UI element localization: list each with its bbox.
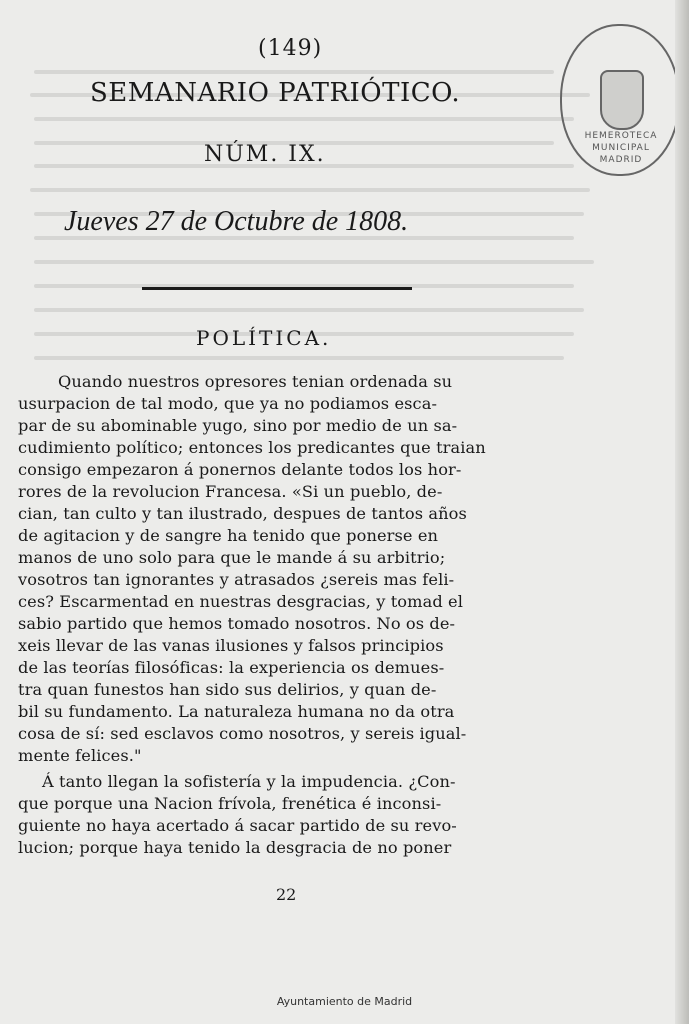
body-line: bil su fundamento. La naturaleza humana no da otra [18,702,455,721]
body-line: tra quan funestos han sido sus delirios, y quan de- [18,680,437,699]
body-line: ces? Escarmentad en nuestras desgracias, y tomad el [18,592,464,611]
crown-crest-icon [600,70,644,130]
body-line: de agitacion y de sangre ha tenido que ponerse en [18,526,439,545]
stamp-label: HEMEROTECA MUNICIPAL MADRID [584,131,658,165]
body-line: lucion; porque haya tenido la desgracia de no poner [18,838,452,857]
body-line: sabio partido que hemos tomado nosotros. No os de- [18,614,456,633]
body-line: par de su abominable yugo, sino por medio de un sa- [18,416,458,435]
body-line: xeis llevar de las vanas ilusiones y falsos principios [18,636,444,655]
body-line: cian, tan culto y tan ilustrado, despues de tantos años [18,504,467,523]
newspaper-title: SEMANARIO PATRIÓTICO. [90,78,461,108]
body-line: mente felices." [18,746,142,765]
issue-date: Jueves 27 de Octubre de 1808. [64,206,409,237]
body-line: que porque una Nacion frívola, frenética é inconsi- [18,794,442,813]
body-line: usurpacion de tal modo, que ya no podiamos esca- [18,394,438,413]
body-line: Á tanto llegan la sofistería y la impudencia. ¿Con- [42,772,456,791]
body-line: manos de uno solo para que le mande á su arbitrio; [18,548,446,567]
title-rule [142,287,412,290]
body-line: guiente no haya acertado á sacar partido de su revo- [18,816,457,835]
body-line: cosa de sí: sed esclavos como nosotros, y sereis igual- [18,724,467,743]
body-line: Quando nuestros opresores tenian ordenada su [58,372,453,391]
body-line: de las teorías filosóficas: la experiencia os demues- [18,658,445,677]
body-line: rores de la revolucion Francesa. «Si un pueblo, de- [18,482,443,501]
footer-credit: Ayuntamiento de Madrid [276,995,413,1008]
printer-signature: 22 [276,885,297,904]
body-line: consigo empezaron á ponernos delante todos los hor- [18,460,462,479]
issue-number: NÚM. IX. [204,142,326,167]
body-line: vosotros tan ignorantes y atrasados ¿sereis mas feli- [18,570,455,589]
section-heading: POLÍTICA. [196,326,332,350]
page-number: (149) [258,36,323,61]
library-stamp [560,24,680,176]
body-line: cudimiento político; entonces los predicantes que traian [18,438,486,457]
